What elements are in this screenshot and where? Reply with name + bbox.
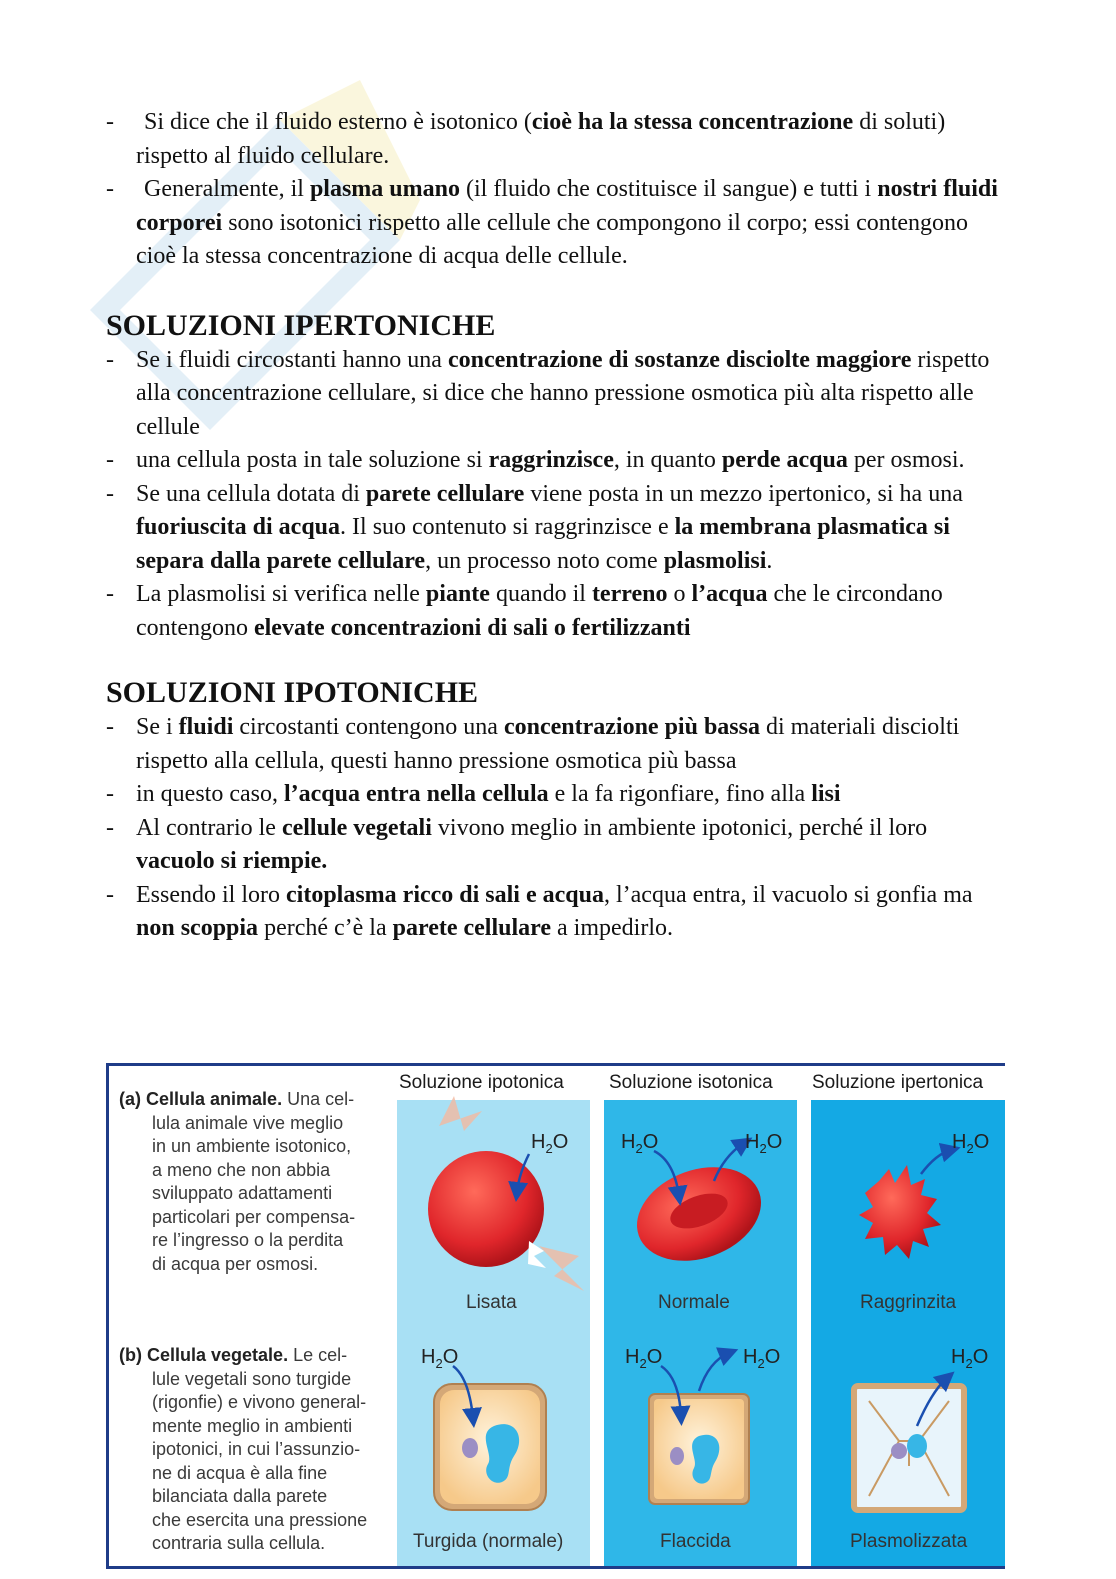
list-item: - Se i fluidi circostanti contengono una concentrazione più bassa di materiali disciolti rispetto alla cellula, questi hanno pressione osmotica più bassa [106, 711, 1006, 778]
arrow-icon [921, 1150, 951, 1174]
label-plasmolyzed: Plasmolizzata [850, 1531, 968, 1552]
column-header-isotonic: Soluzione isotonica [609, 1072, 773, 1093]
water-label: $H_2O$ [531, 1131, 569, 1156]
column-header-hypotonic: Soluzione ipotonica [399, 1072, 564, 1093]
list-item: - Al contrario le cellule vegetali vivono meglio in ambiente ipotonici, perché il loro vacuolo si riempie. [106, 812, 1006, 879]
flaccid-plant-cell [649, 1394, 749, 1504]
list-item: - una cellula posta in tale soluzione si raggrinzisce, in quanto perde acqua per osmosi. [106, 444, 1006, 478]
list-item: - Essendo il loro citoplasma ricco di sali e acqua, l’acqua entra, il vacuolo si gonfia ma non scoppia perché c’è la parete cellulare a impedirlo. [106, 879, 1006, 946]
document-body [106, 106, 1006, 946]
list-item: - Si dice che il fluido esterno è isotonico (cioè ha la stessa concentrazione di soluti) rispetto al fluido cellulare. [106, 106, 1006, 173]
description-animal-cell: (a) Cellula animale. Una cel- lula animale vive meglio in un ambiente isotonico, a meno che non abbia sviluppato adattamenti particolari per compensa- re l’ingresso o la perdita di acqua per osmosi. [119, 1089, 356, 1274]
water-label: $H_2O$ [421, 1346, 459, 1371]
list-item: - Generalmente, il plasma umano (il fluido che costituisce il sangue) e tutti i nostri fluidi corporei sono isotonici rispetto alle cellule che compongono il corpo; essi contengono cioè la stessa concentrazione di acqua delle cellule. [106, 173, 1006, 274]
water-label: $H_2O$ [745, 1131, 783, 1156]
water-label: $H_2O$ [625, 1346, 663, 1371]
list-item: - Se una cellula dotata di parete cellulare viene posta in un mezzo ipertonico, si ha una fuoriuscita di acqua. Il suo contenuto si raggrinzisce e la membrana plasmatica si separa dalla parete cellulare, un processo noto come plasmolisi. [106, 478, 1006, 579]
plasmolyzed-plant-cell [854, 1386, 964, 1510]
osmosis-figure [106, 1063, 1005, 1569]
section-heading-ipertoniche: SOLUZIONI IPERTONICHE [106, 308, 496, 342]
arrow-icon [699, 1353, 729, 1391]
lysed-cell [428, 1096, 584, 1291]
water-label: $H_2O$ [952, 1131, 990, 1156]
column-header-hypertonic: Soluzione ipertonica [812, 1072, 984, 1093]
normal-cell [624, 1151, 774, 1277]
water-label: $H_2O$ [743, 1346, 781, 1371]
water-label: $H_2O$ [621, 1131, 659, 1156]
turgid-plant-cell [434, 1384, 546, 1510]
section-heading-ipotoniche: SOLUZIONI IPOTONICHE [106, 676, 479, 709]
list-item: - in questo caso, l’acqua entra nella cellula e la fa rigonfiare, fino alla lisi [106, 778, 1006, 812]
label-flaccid: Flaccida [660, 1531, 731, 1552]
list-item: - La plasmolisi si verifica nelle piante quando il terreno o l’acqua che le circondano contengono elevate concentrazioni di sali o fertilizzanti [106, 578, 1006, 645]
list-item: - Se i fluidi circostanti hanno una concentrazione di sostanze disciolte maggiore rispetto alla concentrazione cellulare, si dice che hanno pressione osmotica più alta rispetto alle cellule [106, 344, 1006, 445]
water-label: $H_2O$ [951, 1346, 989, 1371]
label-turgid: Turgida (normale) [413, 1531, 564, 1552]
crenated-cell [859, 1165, 941, 1259]
label-normal: Normale [658, 1292, 730, 1313]
description-plant-cell: (b) Cellula vegetale. Le cel- lule vegetali sono turgide (rigonfie) e vivono general- mente meglio in ambienti ipotonici, in cui l’assunzio- ne di acqua è alla fine bilanciata dalla parete che esercita una pressione contraria sulla cellula. [119, 1345, 368, 1553]
label-lysed: Lisata [466, 1292, 517, 1313]
label-crenated: Raggrinzita [860, 1292, 957, 1313]
